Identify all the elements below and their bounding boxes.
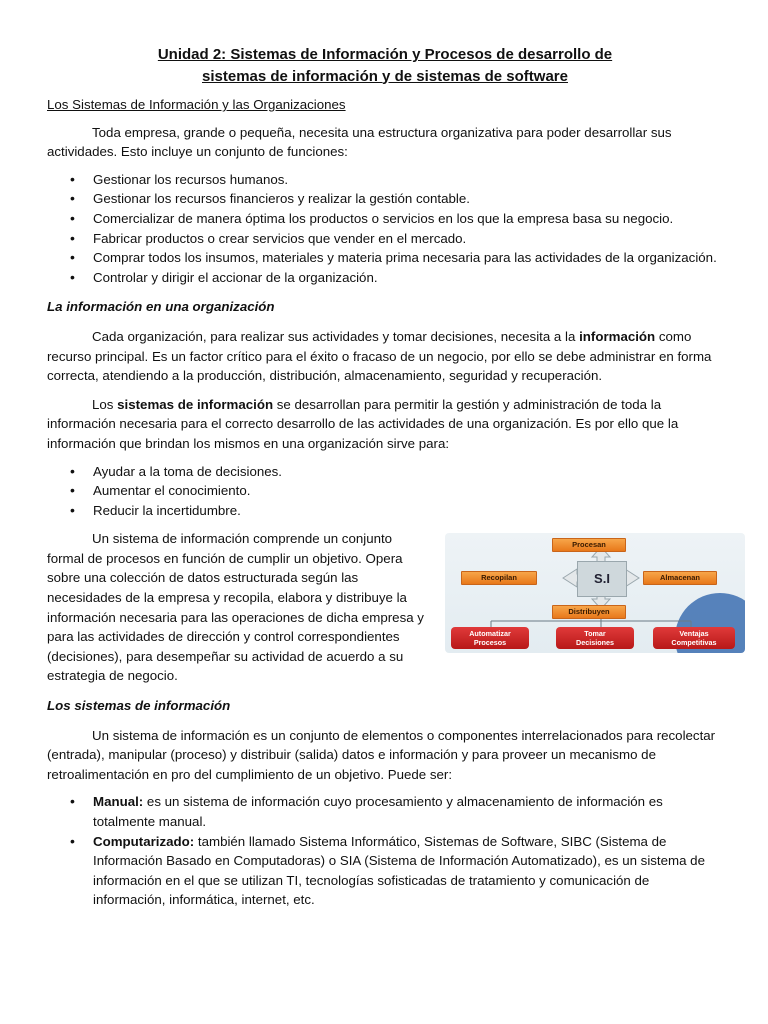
- section1-intro: Toda empresa, grande o pequeña, necesita una estructura organizativa para poder desarrollar sus actividades. Esto incluye un conjunto de funciones:: [47, 124, 672, 160]
- section3-paragraph-1: Un sistema de información es un conjunto de elementos o componentes interrelacionados para recolectar (entrada), manipular (proceso) y distribuir (salida) datos e información y para proveer un mecanismo de retroalimentación en pro del cumplimiento de un objetivo. Puede ser:: [47, 727, 716, 782]
- benefits-list: [47, 462, 723, 521]
- list-item: • Ayudar a la toma de decisiones.: [47, 462, 723, 482]
- diagram-box-procesan: Procesan: [552, 538, 626, 552]
- list-item: • Gestionar los recursos humanos.: [47, 170, 723, 190]
- diagram-output-ventajas: Ventajas Competitivas: [653, 627, 735, 649]
- document-title: [47, 44, 723, 87]
- list-item-computarizado: • Computarizado: también llamado Sistema Informático, Sistemas de Software, SIBC (Sistema de Información Basado en Computadoras) o SIA (Sistema de Información Automatizado), es un sistema de información en el que se utilizan TI, tecnologías sofisticadas de tratamiento y comunicación de información, informática, internet, etc.: [47, 832, 723, 910]
- diagram-box-almacenan: Almacenan: [643, 571, 717, 585]
- list-item: • Reducir la incertidumbre.: [47, 501, 723, 521]
- functions-list: [47, 170, 723, 288]
- diagram-box-distribuyen: Distribuyen: [552, 605, 626, 619]
- diagram-center-si: S.I: [577, 561, 627, 597]
- diagram-output-decisiones: Tomar Decisiones: [556, 627, 634, 649]
- section3-heading: Los sistemas de información: [47, 698, 231, 714]
- section2-paragraph-3: Un sistema de información comprende un conjunto formal de procesos en función de cumplir un objetivo. Opera sobre una colección de datos estructurada según las necesidades de la empresa y recopila, elabora y distribuye la información necesaria para las operaciones de dicha empresa y para las actividades de dirección y control correspondientes (decisiones), para desempeñar su actividad de acuerdo a su estrategia de negocio.: [47, 531, 424, 684]
- list-item: • Aumentar el conocimiento.: [47, 481, 723, 501]
- paragraph-with-diagram: [47, 529, 723, 686]
- diagram-output-automatizar: Automatizar Procesos: [451, 627, 529, 649]
- section2-paragraph-1: Cada organización, para realizar sus actividades y tomar decisiones, necesita a la información como recurso principal. Es un factor crítico para el éxito o fracaso de un negocio, por ello se debe administrar en forma correcta, atendiendo a la producción, distribución, almacenamiento, seguridad y recuperación.: [47, 328, 712, 384]
- diagram-box-recopilan: Recopilan: [461, 571, 537, 585]
- list-item: • Comercializar de manera óptima los productos o servicios en los que la empresa basa su negocio.: [47, 209, 723, 229]
- section2-heading: La información en una organización: [47, 299, 275, 315]
- title-line-2: sistemas de información y de sistemas de software: [202, 67, 568, 85]
- list-item-manual: • Manual: es un sistema de información cuyo procesamiento y almacenamiento de información es totalmente manual.: [47, 792, 723, 831]
- types-list: [47, 792, 723, 910]
- si-diagram: [445, 533, 745, 653]
- list-item: • Comprar todos los insumos, materiales y materia prima necesaria para las actividades de la organización.: [47, 248, 723, 268]
- list-item: • Controlar y dirigir el accionar de la organización.: [47, 268, 723, 288]
- title-line-1: Unidad 2: Sistemas de Información y Procesos de desarrollo de: [157, 46, 613, 63]
- list-item: • Gestionar los recursos financieros y realizar la gestión contable.: [47, 189, 723, 209]
- section1-heading: Los Sistemas de Información y las Organizaciones: [47, 97, 346, 112]
- list-item: • Fabricar productos o crear servicios que vender en el mercado.: [47, 229, 723, 249]
- document-page: [47, 44, 723, 919]
- section2-paragraph-2: Los sistemas de información se desarrollan para permitir la gestión y administración de toda la información necesaria para el correcto desarrollo de las actividades de una organización. Es por ello que la información que brindan los mismos en una organización sirve para:: [47, 396, 679, 451]
